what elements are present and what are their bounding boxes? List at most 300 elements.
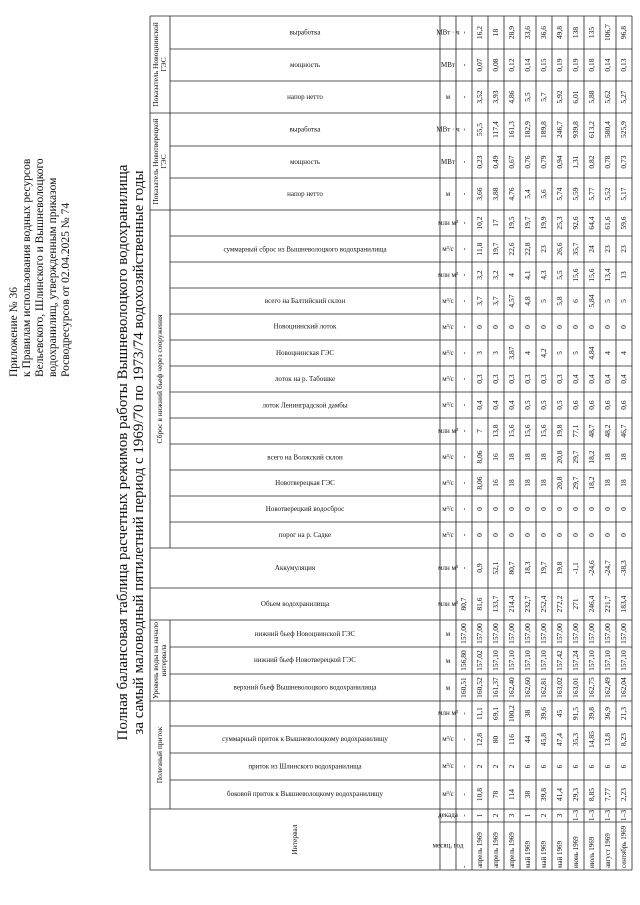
table-cell: 2 [507,764,516,769]
column-label-text: Новотверецкая ГЭС [275,479,335,487]
table-cell: 49,8 [555,25,564,40]
table-cell: 157,42 [555,650,564,671]
table-cell: 22,8 [523,242,532,256]
column-unit [440,701,456,726]
table-cell: 162,04 [619,677,628,698]
table-cell: 0 [491,507,500,511]
table-cell: 5 [603,299,612,303]
table-cell: 580,4 [603,121,612,138]
column-label [170,780,440,809]
table-cell: 0,4 [491,400,500,410]
table-cell: 0 [603,507,612,511]
column-unit-text: м³/с [442,245,454,253]
column-label-text: Новоцнинский лоток [273,322,337,331]
header-line: водохранилищ, утвержденным приказом [47,177,59,377]
table-cell: 1–3 [587,809,596,822]
table-cell: 8,06 [475,450,484,464]
table-cell: 5,84 [587,294,596,308]
column-label-text: боковой приток к Вышневолоцкому водохранилищу [227,790,383,799]
table-cell: 5 [555,351,564,355]
column-label [150,588,440,620]
column-unit-text: м³/с [442,762,454,771]
table-cell: 5,5 [555,270,564,280]
table-cell: 0,3 [539,374,548,384]
table-cell: 157,00 [587,623,596,644]
column-label-text: мощность [289,158,321,167]
table-cell: 0 [475,533,484,537]
table-cell: 246,7 [555,121,564,138]
table-cell: 0,82 [587,155,596,169]
column-unit-text: млн м³ [438,709,458,718]
table-cell: 0,4 [587,374,596,384]
table-cell: 157,00 [475,623,484,644]
approval-header [8,7,73,377]
row-interval: июнь 1969 [572,836,580,868]
table-cell: 29,7 [571,476,580,490]
table-cell: 1 [475,813,484,818]
table-cell: 0 [555,507,564,511]
column-label-decade [440,809,456,822]
column-unit [440,178,456,210]
table-cell: 0 [523,533,532,537]
table-cell: 20,8 [555,476,564,490]
row-interval: май 1969 [524,841,532,868]
table-cell: 5 [571,351,580,355]
table-cell: 0 [571,533,580,537]
table-cell: 8,85 [587,787,596,802]
table-cell: 80,7 [459,597,468,611]
column-label-text: Новоцнинская ГЭС [275,349,335,357]
table-cell: 3,88 [491,187,500,201]
table-cell: 11,1 [475,707,484,720]
table-cell: 5,5 [523,92,532,102]
column-label-text: всего на Волжский склон [267,452,343,461]
column-unit-text: м³/с [442,323,454,331]
table-cell: 157,10 [491,650,500,671]
column-unit-text: млн м³ [438,564,458,573]
table-cell: 6 [571,299,580,303]
column-unit [440,444,456,470]
table-cell: 15,6 [587,268,596,282]
column-label-text: нижний бьеф Новотверецкой ГЭС [254,656,356,665]
table-cell: 157,10 [507,650,516,671]
table-cell: 157,00 [555,623,564,644]
table-cell: 0 [539,507,548,511]
table-cell: 18 [603,453,612,461]
table-subtitle: за самый маловодный пятилетний период с 1969/70 по 1973/74 водохозяйственные годы [131,170,147,735]
table-cell: 163,01 [571,677,580,698]
row-interval: май 1969 [556,841,564,868]
table-cell: 3 [555,813,564,818]
table-cell: 2 [475,764,484,769]
table-cell: 162,75 [587,677,596,698]
table-cell: 5,52 [603,187,612,201]
table-cell: 5 [619,299,628,303]
table-cell: 0,4 [475,400,484,410]
row-interval: апрель 1969 [508,832,516,868]
table-cell: 3,52 [475,90,484,104]
column-unit [440,262,456,288]
table-cell: 5,77 [587,187,596,201]
table-cell: 38 [523,790,532,799]
column-label [170,49,440,81]
column-label-text: лоток на р. Табошке [274,375,336,383]
table-cell: 0 [587,507,596,511]
column-label [170,470,440,496]
table-cell: 26,6 [555,242,564,256]
column-unit [436,113,460,146]
table-cell: 0 [475,325,484,329]
table-cell: 3 [507,813,516,818]
table-cell: 23 [619,245,628,253]
column-unit-text: м³/с [442,505,454,513]
table-cell: 0,19 [555,58,564,72]
group-header-discharge: Сброс в нижний бьеф через сооружения [154,314,164,444]
table-cell: 0 [523,507,532,511]
header-line: Приложение № 36 [8,287,20,377]
table-cell: 0,5 [539,400,548,410]
table-cell: 0 [571,507,580,511]
column-unit-text: млн м³ [438,600,458,609]
table-cell: 17 [491,219,500,227]
table-cell: 19,8 [555,424,564,438]
table-cell: 0 [603,533,612,537]
table-cell: 0 [619,507,628,511]
row-interval: апрель 1969 [492,832,500,868]
table-cell: - [459,712,468,715]
column-unit [440,674,456,701]
table-cell: 39,8 [587,706,596,721]
table-cell: - [459,566,468,570]
column-unit [440,210,456,236]
column-unit-text: млн м³ [438,427,458,436]
table-cell: - [459,325,468,329]
table-cell: 24 [587,245,596,253]
table-cell: 0,12 [507,58,516,72]
column-label-text: порог на р. Садке [278,531,332,539]
table-cell: 22,6 [507,242,516,256]
column-label-month [432,822,464,870]
column-label [170,444,440,470]
table-cell: 5,62 [603,90,612,104]
column-label-text: выработка [289,125,321,134]
table-cell: 5,8 [555,296,564,306]
table-cell: 3 [491,351,500,355]
table-cell: 44 [523,735,532,744]
column-label [170,726,440,753]
column-unit [440,340,456,366]
table-cell: - [459,793,468,796]
table-cell: 18 [539,453,548,461]
table-cell: 80,7 [507,561,516,575]
row-interval: июль 1969 [588,836,596,868]
table-cell: 183,4 [619,595,628,613]
table-cell: - [459,481,468,485]
row-interval: апрель 1969 [476,832,484,868]
column-unit [440,146,456,178]
table-cell: 4,84 [587,346,596,360]
column-unit-text: млн м³ [438,219,458,228]
table-cell: 106,7 [603,24,612,41]
table-cell: 189,8 [539,121,548,138]
group-header-levels: Уровень воды на начало интервала [150,622,168,699]
table-cell: 157,00 [459,623,468,644]
table-cell: 0,3 [507,374,516,384]
table-cell: 81,6 [475,597,484,611]
table-cell: 3,87 [507,346,516,360]
table-cell: 19,7 [539,561,548,575]
table-cell: 214,4 [507,595,516,613]
table-cell: 0 [475,507,484,511]
column-label [170,674,440,701]
table-cell: 0,79 [539,155,548,169]
table-cell: 0,5 [555,400,564,410]
table-cell: 39,8 [539,787,548,802]
table-cell: 15,6 [571,268,580,282]
column-label-text: суммарный приток к Вышневолоцкому водохранилищу [222,735,388,744]
table-cell: 0 [619,533,628,537]
table-cell: 1–3 [571,809,580,822]
table-cell: 0,4 [603,374,612,384]
column-label-text: Объем водохранилища [260,599,330,608]
column-label-text: выработка [289,28,321,37]
column-unit-text: м³/с [442,790,454,799]
table-cell: 48,7 [587,424,596,438]
table-cell: 10,8 [475,787,484,802]
table-cell: 160,51 [459,677,468,698]
table-cell: 3,2 [475,270,484,280]
table-cell: 1,31 [571,155,580,169]
table-cell: 0,08 [491,58,500,72]
table-cell: 157,00 [603,623,612,644]
column-unit [440,418,456,444]
table-cell: 4 [619,351,628,355]
column-label-text: Новотверецкий водосброс [265,504,345,513]
column-label [170,81,440,113]
table-cell: 59,6 [619,216,628,230]
table-cell: 35,7 [571,242,580,256]
table-cell: - [459,299,468,303]
table-cell: 138 [571,26,580,39]
balance-table [150,10,632,870]
table-cell: 271 [571,598,580,610]
group-header-novotversk: Показатель Новотверецкой ГЭС [150,118,168,205]
table-cell: 182,9 [523,121,532,138]
column-unit [440,81,456,113]
column-label [170,236,440,262]
column-unit-text: м³/с [442,401,454,409]
column-unit [440,288,456,314]
column-label-text: верхний бьеф Вышневолоцкого водохранилища [233,683,377,692]
table-cell: 0,3 [523,374,532,384]
column-label-month-text: месяц, год [432,842,464,850]
table-cell: 18,2 [587,450,596,464]
table-cell: 157,00 [491,623,500,644]
table-cell: 160,52 [475,677,484,698]
table-cell: 4 [603,351,612,355]
column-unit [440,236,456,262]
table-cell: 157,00 [539,623,548,644]
table-cell: 36,9 [603,706,612,721]
table-cell: 69,1 [491,706,500,721]
table-cell: - [459,273,468,277]
table-cell: 0 [507,533,516,537]
table-cell: 939,8 [571,121,580,138]
column-label [170,366,440,392]
table-cell: 0 [507,507,516,511]
table-cell: 5,59 [571,187,580,201]
column-label [170,113,440,146]
column-label [170,620,440,647]
table-cell: 157,00 [523,623,532,644]
table-cell: 252,4 [539,595,548,613]
column-unit-text: м [445,93,451,101]
header-line: Вельевского, Шлинского и Вышневолоцкого [34,158,46,377]
table-cell: 2 [491,813,500,818]
table-cell: 4,57 [507,294,516,308]
table-cell: 117,4 [491,121,500,138]
table-cell: 3,7 [475,296,484,306]
table-cell: 5,88 [587,90,596,104]
column-label [170,146,440,178]
table-cell: 7 [475,429,484,433]
header-line: Росводресурсов от 02.04.2025 № 74 [60,202,72,377]
table-cell: -38,3 [619,560,628,576]
table-cell: 15,6 [507,424,516,438]
table-cell: 0 [539,325,548,329]
column-label-text: напор нетто [287,189,323,198]
column-unit [440,366,456,392]
table-cell: 5,7 [539,92,548,102]
table-cell: 38 [523,709,532,718]
table-cell: 16 [491,479,500,487]
column-label [170,522,440,548]
column-label-text: нижний бьеф Новоцнинской ГЭС [254,629,356,638]
column-unit [440,620,456,647]
row-interval: август 1969 [604,833,612,868]
table-cell: 18,2 [587,476,596,490]
table-cell: 157,02 [475,650,484,671]
column-unit-text: МВт [441,61,455,70]
table-cell: 157,10 [619,650,628,671]
table-cell: 4,76 [507,187,516,201]
table-cell: 3,2 [491,270,500,280]
table-cell: 2,23 [619,787,628,802]
table-cell: 5,74 [555,187,564,201]
table-cell: 10,2 [475,216,484,230]
table-cell: 0 [603,325,612,329]
table-cell: 161,3 [507,121,516,138]
table-cell: 19,7 [491,242,500,256]
table-cell: 16,2 [475,25,484,40]
column-unit-text: м³/с [442,531,454,539]
column-label-text: Аккумуляция [274,564,316,572]
table-cell: 161,37 [491,677,500,698]
table-cell: -24,6 [587,560,596,576]
column-unit-text: м [445,656,451,665]
table-cell: 246,4 [587,595,596,613]
table-cell: 6 [539,764,548,769]
table-cell: 18 [507,453,516,461]
table-cell: 23 [539,245,548,253]
table-cell: - [459,221,468,225]
table-cell: 116 [507,734,516,745]
table-cell: 0,07 [475,58,484,72]
table-cell: 80 [491,735,500,744]
table-cell: 4,3 [539,270,548,280]
table-cell: 0,5 [523,400,532,410]
table-cell: 4 [523,351,532,355]
table-cell: 0,73 [619,155,628,169]
column-label [170,340,440,366]
table-cell: 0 [491,533,500,537]
table-cell: 61,6 [603,216,612,230]
table-cell: 0,6 [587,400,596,410]
table-cell: 5,92 [555,90,564,104]
table-cell: 41,4 [555,787,564,802]
table-cell: 13 [619,271,628,279]
column-unit [440,588,456,620]
table-cell: 8,23 [619,732,628,747]
table-cell: 18 [507,479,516,487]
table-cell: 35,3 [571,732,580,747]
column-unit-text: м [445,190,451,198]
table-cell: 162,81 [539,677,548,698]
table-cell: 5,17 [619,187,628,201]
table-cell: 18 [491,28,500,37]
column-label [170,753,440,780]
table-cell: 6 [603,764,612,769]
table-cell: 114 [507,789,516,800]
row-interval: - [460,865,468,868]
table-cell: 0 [507,325,516,329]
table-cell: 2 [539,813,548,818]
table-cell: 0,23 [475,155,484,169]
table-cell: 23 [603,245,612,253]
column-label [170,16,440,49]
table-cell: 14,85 [587,731,596,748]
table-cell: 33,6 [523,25,532,40]
column-label [170,392,440,418]
table-cell: 3,66 [475,187,484,201]
table-cell: 5,4 [523,189,532,199]
table-cell: -24,7 [603,560,612,576]
row-interval: сентябрь 1969 [620,825,628,868]
table-cell: - [459,247,468,251]
table-cell: 39,6 [539,706,548,721]
table-cell: 18,3 [523,561,532,575]
column-label-text: мощность [289,61,321,70]
column-unit-text: м³/с [442,735,454,744]
table-cell: 29,7 [571,450,580,464]
table-cell: - [459,128,468,131]
column-unit [440,49,456,81]
table-cell: - [459,455,468,459]
table-cell: 0,13 [619,58,628,72]
table-cell: 5,27 [619,90,628,104]
table-cell: - [459,765,468,768]
column-unit-text: МВт [441,158,455,167]
table-cell: -1,1 [571,562,580,574]
column-unit-text: МВт · ч [436,28,460,37]
table-cell: 6 [555,764,564,769]
column-unit-text: млн м³ [438,271,458,280]
table-cell: 19,5 [507,216,516,230]
column-unit [440,314,456,340]
column-unit-text: м³/с [442,375,454,383]
column-unit [440,726,456,753]
column-unit [440,753,456,780]
